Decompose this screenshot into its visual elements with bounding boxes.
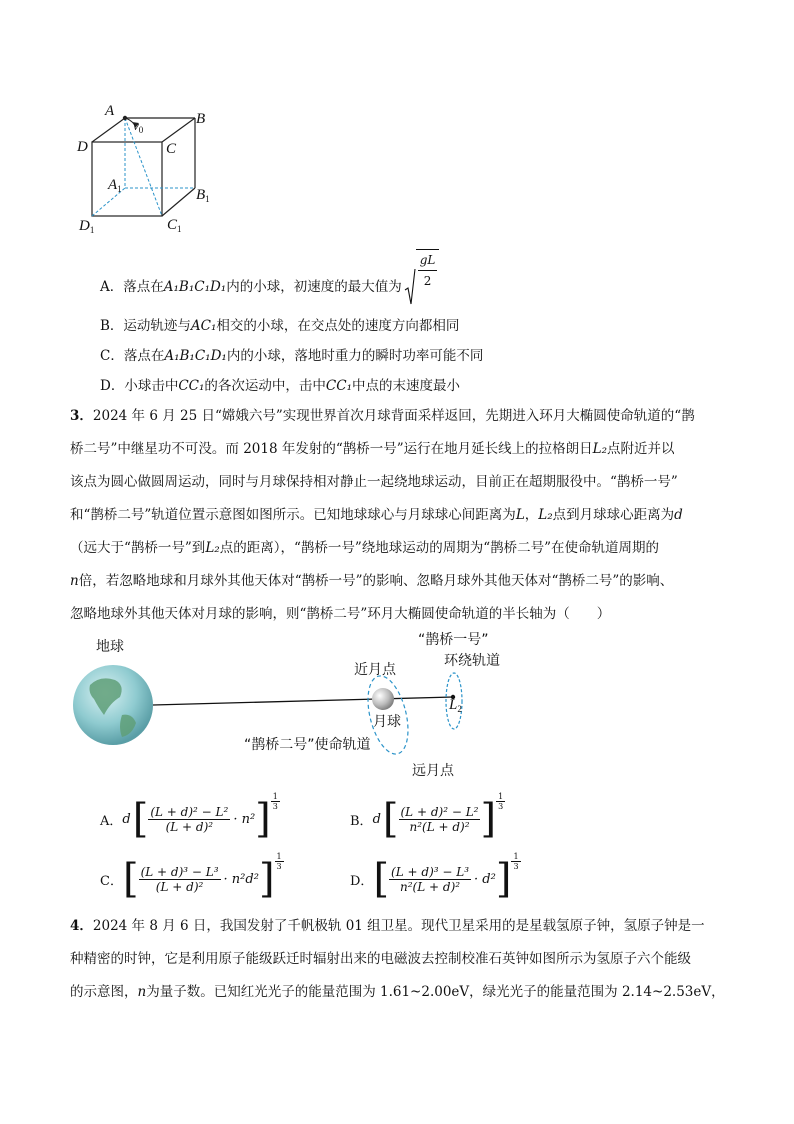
cube-label-a1-sub: 1 xyxy=(117,184,122,194)
cube-label-v0 xyxy=(133,118,143,135)
q2-option-d-italic2: CC₁ xyxy=(325,378,352,394)
q3-line-5-b: L₂ xyxy=(205,540,220,556)
q3-option-c xyxy=(100,852,284,902)
q3-line-5 xyxy=(70,532,730,565)
sqrt-expression xyxy=(404,253,440,306)
question-3-stem xyxy=(70,400,730,631)
q3-option-a-exp-den: 3 xyxy=(272,802,278,811)
cube-label-b: B xyxy=(196,111,206,127)
bracket-left-icon: [ xyxy=(382,796,399,842)
q4-line-1-text: 2024 年 8 月 6 日，我国发射了千帆极轨 01 组卫星。现代卫星采用的是星载氢原子钟，氢原子钟是一 xyxy=(92,918,705,934)
q3-line-5-a: （远大于“鹊桥一号”到 xyxy=(70,540,206,556)
cube-label-v0-sub: 0 xyxy=(138,125,144,135)
q3-line-4-a: 和“鹊桥二号”轨道位置示意图如图所示。已知地球球心与月球球心间距离为 xyxy=(70,507,516,523)
q3-option-c-num: (L + d)³ − L³ xyxy=(140,864,219,879)
cube-label-a1-main: A xyxy=(108,177,118,193)
q3-line-2 xyxy=(70,433,730,466)
q3-line-5-c: 点的距离），“鹊桥一号”绕地球运动的周期为“鹊桥二号”在使命轨道周期的 xyxy=(219,540,660,556)
label-l2-main: L xyxy=(449,697,458,713)
q3-line-4-c: ， xyxy=(524,507,539,523)
label-queqiao1-orbit: 环绕轨道 xyxy=(444,653,500,669)
q3-number: 3． xyxy=(70,408,93,424)
q2-option-d-italic1: CC₁ xyxy=(178,378,205,394)
q3-option-c-exp-den: 3 xyxy=(276,862,282,871)
q2-option-b-suffix: 相交的小球，在交点处的速度方向都相同 xyxy=(216,318,460,334)
q3-line-4-e: 点到月球球心距离为 xyxy=(552,507,675,523)
bracket-left-icon: [ xyxy=(122,856,139,902)
q2-option-a-suffix: 内的小球，初速度的最大值为 xyxy=(226,279,402,295)
cube-label-c1-sub: 1 xyxy=(177,224,182,234)
cube-label-d1 xyxy=(79,218,94,235)
q3-option-d-label: D． xyxy=(350,873,374,889)
q3-option-a-mult: · n² xyxy=(233,811,256,827)
q3-line-6 xyxy=(70,565,730,598)
q2-option-d-suffix: 中点的末速度最小 xyxy=(351,378,460,394)
q3-option-a-den: (L + d)² xyxy=(165,819,214,834)
q3-option-b-num: (L + d)² − L² xyxy=(400,804,479,819)
q3-line-4-f: d xyxy=(674,507,683,523)
q2-option-c xyxy=(100,346,483,366)
q2-option-d xyxy=(100,376,460,396)
q2-option-d-mid: 的各次运动中，击中 xyxy=(204,378,326,394)
q3-option-a-exp-num: 1 xyxy=(272,792,278,801)
q3-option-c-exp-num: 1 xyxy=(276,852,282,861)
q3-option-c-label: C． xyxy=(100,873,123,889)
bracket-left-icon: [ xyxy=(373,856,390,902)
label-queqiao1-title: “鹊桥一号” xyxy=(418,632,489,648)
bracket-left-icon: [ xyxy=(132,796,149,842)
q3-line-2-b: L₂ xyxy=(592,441,608,457)
q3-option-b-label: B． xyxy=(350,813,373,829)
q3-line-7: 忽略地球外其他天体对月球的影响，则“鹊桥二号”环月大椭圆使命轨道的半长轴为（ ） xyxy=(70,606,611,622)
label-earth: 地球 xyxy=(96,639,124,655)
q2-sqrt-den: 2 xyxy=(423,274,432,288)
label-l2 xyxy=(449,697,462,714)
label-perilune: 近月点 xyxy=(354,662,396,678)
q2-option-b xyxy=(100,316,459,336)
q2-option-a xyxy=(100,253,439,306)
q3-option-d-mult: · d² xyxy=(474,871,496,887)
q3-option-b-den: n²(L + d)² xyxy=(409,819,470,834)
q4-line-3-a: 的示意图， xyxy=(70,984,138,1000)
bracket-right-icon: ] xyxy=(480,796,497,842)
q3-option-b-pre: d xyxy=(372,811,381,827)
cube-label-d1-main: D xyxy=(79,218,90,234)
q3-option-c-mult: · n²d² xyxy=(223,871,259,887)
cube-label-b1-sub: 1 xyxy=(205,194,210,204)
cube-label-c1 xyxy=(167,217,182,234)
cube-label-d: D xyxy=(77,139,88,155)
q3-option-d xyxy=(350,852,521,902)
q3-option-d-exp-den: 3 xyxy=(513,862,519,871)
cube-label-a: A xyxy=(105,103,115,119)
q2-option-d-prefix: D．小球击中 xyxy=(100,378,179,394)
bracket-right-icon: ] xyxy=(258,856,275,902)
cube-label-c: C xyxy=(166,141,177,157)
q3-line-2-a: 桥二号”中继星功不可没。而 2018 年发射的“鹊桥一号”运行在地月延长线上的拉格朗日 xyxy=(70,441,593,457)
bracket-right-icon: ] xyxy=(495,856,512,902)
cube-label-b1-main: B xyxy=(196,187,206,203)
q3-option-b-exp-den: 3 xyxy=(498,802,504,811)
q2-option-b-italic: AC₁ xyxy=(190,318,217,334)
q3-option-d-num: (L + d)³ − L³ xyxy=(391,864,470,879)
label-apolune: 远月点 xyxy=(412,763,454,779)
sqrt-icon xyxy=(404,268,416,306)
bracket-right-icon: ] xyxy=(255,796,271,842)
q3-option-a-pre: d xyxy=(122,811,131,827)
label-l2-sub: 2 xyxy=(457,704,462,714)
q4-line-3 xyxy=(70,976,730,1009)
cube-label-b1 xyxy=(196,187,210,204)
cube-label-c1-main: C xyxy=(167,217,178,233)
cube-label-v0-main: v xyxy=(133,118,139,133)
q3-line-4-d: L₂ xyxy=(538,507,553,523)
q3-option-a-num: (L + d)² − L² xyxy=(150,804,229,819)
label-moon: 月球 xyxy=(373,714,401,730)
q3-line-6-a: n xyxy=(70,573,79,589)
q3-line-1-text: 2024 年 6 月 25 日“嫦娥六号”实现世界首次月球背面采样返回，先期进入环月大椭圆使命轨道的“鹊 xyxy=(92,408,695,424)
q2-option-c-suffix: 内的小球，落地时重力的瞬时功率可能不同 xyxy=(226,348,484,364)
earth-icon xyxy=(73,665,153,745)
q4-line-1 xyxy=(70,910,730,943)
q4-number: 4． xyxy=(70,918,93,934)
q3-line-4 xyxy=(70,499,730,532)
q3-line-6-b: 倍，若忽略地球和月球外其他天体对“鹊桥一号”的影响、忽略月球外其他天体对“鹊桥二号”的影响、 xyxy=(78,573,674,589)
q3-option-a-label: A． xyxy=(100,813,123,829)
cube-label-d1-sub: 1 xyxy=(89,225,95,235)
cube-label-a1 xyxy=(108,177,122,194)
question-4-stem xyxy=(70,910,730,1009)
q3-option-b-exp-num: 1 xyxy=(498,792,504,801)
q3-line-3: 该点为圆心做圆周运动，同时与月球保持相对静止一起绕地球运动，目前正在超期服役中。“鹊桥一号” xyxy=(70,474,678,490)
q2-option-a-italic: A₁B₁C₁D₁ xyxy=(163,279,227,295)
q3-line-4-b: L xyxy=(515,507,525,523)
q4-line-3-c: 为量子数。已知红光光子的能量范围为 1.61~2.00eV，绿光光子的能量范围为 2.14~2.53eV， xyxy=(146,984,725,1000)
q3-line-1 xyxy=(70,400,730,433)
q3-option-d-exp-num: 1 xyxy=(513,852,519,861)
q3-option-d-den: n²(L + d)² xyxy=(400,879,461,894)
q3-option-c-den: (L + d)² xyxy=(155,879,204,894)
q3-option-a xyxy=(100,792,280,842)
q2-sqrt-num: gL xyxy=(418,250,438,271)
q4-line-2: 种精密的时钟，它是利用原子能级跃迁时辐射出来的电磁波去控制校准石英钟如图所示为氢原子六个能级 xyxy=(70,951,691,967)
label-queqiao2-orbit: “鹊桥二号”使命轨道 xyxy=(244,737,371,753)
q3-option-b xyxy=(350,792,505,842)
q4-line-3-b: n xyxy=(137,984,147,1000)
q2-option-b-prefix: B．运动轨迹与 xyxy=(100,318,191,334)
q3-line-2-c: 点附近并以 xyxy=(607,441,675,457)
moon-icon xyxy=(372,688,394,710)
q2-option-a-prefix: A．落点在 xyxy=(100,279,164,295)
q2-option-c-prefix: C．落点在 xyxy=(100,348,165,364)
q2-option-c-italic: A₁B₁C₁D₁ xyxy=(164,348,227,364)
